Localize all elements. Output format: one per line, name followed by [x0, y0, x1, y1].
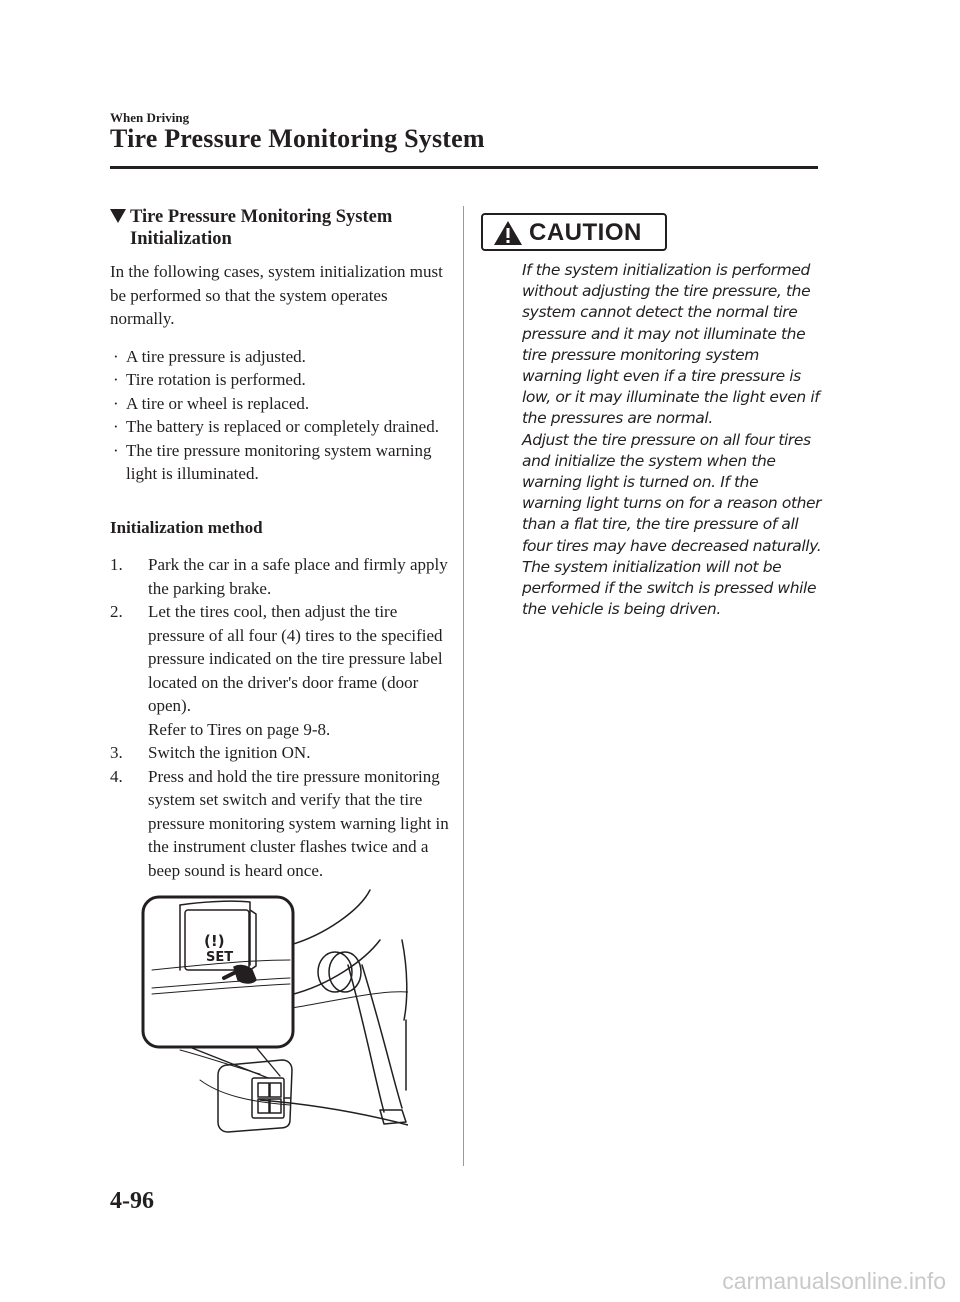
method-heading: Initialization method	[110, 517, 263, 537]
page-number: 4-96	[110, 1188, 154, 1214]
list-item: · The tire pressure monitoring system warning light is illuminated.	[113, 440, 432, 483]
step-number: 2.	[110, 602, 123, 621]
watermark: carmanualsonline.info	[722, 1268, 946, 1294]
list-item: · A tire or wheel is replaced.	[110, 392, 450, 416]
bullet-icon: ·	[113, 346, 119, 366]
bullet-icon: ·	[113, 370, 119, 389]
intro-text: In the following cases, system initialization must be performed so that the system operates normally.	[110, 262, 443, 328]
step-item	[110, 600, 450, 741]
warning-triangle-icon	[493, 220, 523, 246]
sub-heading-line2: Initialization	[130, 229, 232, 249]
caution-paragraph: Adjust the tire pressure on all four tires and initialize the system when the warning light is turned on. If the warning light turns on for a reason other than a flat tire, the tire pressure of all four tires may have decreased naturally.	[522, 430, 822, 555]
step-text: Park the car in a safe place and firmly apply the parking brake.	[148, 555, 448, 598]
caution-paragraph: The system initialization will not be performed if the switch is pressed while the vehicle is being driven.	[522, 557, 817, 619]
step-number: 4.	[110, 766, 123, 786]
triangle-marker-icon	[110, 209, 126, 223]
column-divider	[463, 206, 464, 1166]
set-switch-illustration	[140, 880, 408, 1136]
caution-label	[481, 213, 667, 251]
list-item: · The battery is replaced or completely drained.	[110, 415, 450, 439]
step-text: Switch the ignition ON.	[148, 743, 311, 762]
section-header: When Driving	[110, 110, 190, 125]
step-item	[110, 741, 450, 765]
steps-list	[110, 553, 450, 882]
caution-heading: CAUTION	[529, 219, 642, 246]
page-title: Tire Pressure Monitoring System	[110, 124, 485, 153]
step-text: Let the tires cool, then adjust the tire pressure of all four (4) tires to the specified pressure indicated on the tire pressure label located on the driver's door frame (door open).	[148, 602, 443, 715]
left-column	[110, 206, 450, 882]
bullet-icon: ·	[113, 393, 119, 413]
title-rule	[110, 166, 818, 169]
list-item: · Tire rotation is performed.	[110, 368, 450, 392]
caution-body	[522, 260, 822, 620]
bullet-icon: ·	[113, 440, 119, 460]
caution-paragraph: If the system initialization is performed without adjusting the tire pressure, the system cannot detect the normal tire pressure and it may not illuminate the tire pressure monitoring system warning light even if a tire pressure is low, or it may illuminate the light even if the pressures are normal.	[522, 261, 820, 428]
sub-heading	[110, 206, 450, 250]
step-number: 1.	[110, 555, 123, 574]
page-reference: Refer to Tires on page 9-8.	[148, 719, 331, 739]
bullet-icon: ·	[113, 417, 119, 436]
step-item	[110, 553, 450, 600]
step-number: 3.	[110, 743, 123, 762]
list-item: · A tire pressure is adjusted.	[110, 345, 450, 369]
sub-heading-line1: Tire Pressure Monitoring System	[130, 207, 393, 227]
step-item	[110, 765, 450, 883]
set-switch-label: SET	[206, 950, 234, 965]
condition-list	[110, 345, 450, 486]
tpms-warning-icon: (!)	[204, 932, 225, 950]
step-text: Press and hold the tire pressure monitoring system set switch and verify that the tire pressure monitoring system warning light in the instrument cluster flashes twice and a beep sound is heard once.	[148, 766, 449, 880]
